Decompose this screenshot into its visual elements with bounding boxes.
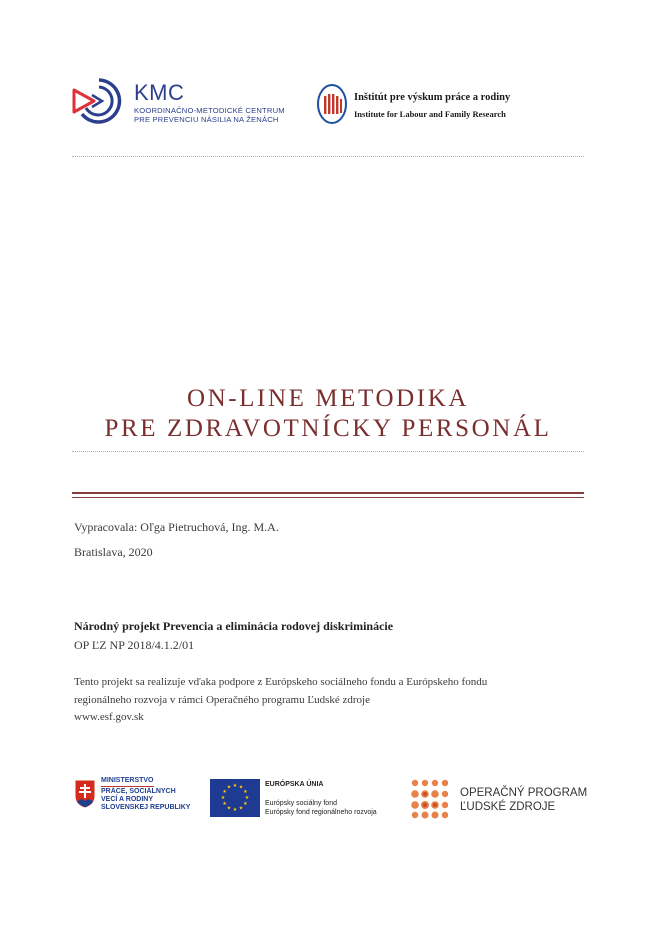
place-date: Bratislava, 2020 [74,545,153,559]
support-line1: Tento projekt sa realizuje vďaka podpore z Európskeho sociálneho fondu a Európskeho fondu [74,676,488,688]
svg-text:★: ★ [238,784,244,791]
ministry-line1: MINISTERSTVO [101,777,154,787]
op-line2: ĽUDSKÉ ZDROJE [460,801,556,813]
ivpr-emblem-icon [316,82,350,126]
svg-text:★: ★ [243,789,248,795]
slovak-coat-of-arms-icon [74,779,96,809]
header-divider [72,156,584,157]
svg-text:★: ★ [232,783,238,789]
project-name: Národný projekt Prevencia a eliminácia rodovej diskriminácie [74,619,394,633]
website-link[interactable]: www.esf.gov.sk [74,711,144,723]
document-title [72,384,584,444]
op-line1: OPERAČNÝ PROGRAM [460,787,588,799]
title-line2: PRE ZDRAVOTNÍCKY PERSONÁL [104,415,552,442]
kmc-logo [72,76,292,126]
project-code: OP ĽZ NP 2018/4.1.2/01 [74,638,195,652]
svg-text:★: ★ [243,801,248,807]
support-text [74,673,584,709]
ivpr-logo [316,82,516,128]
author-line: Vypracovala: Oľga Pietruchová, Ing. M.A. [74,520,279,534]
ministry-line3: VECÍ A RODINY [101,796,153,803]
svg-text:★: ★ [226,805,232,812]
kmc-subtitle-line2: PRE PREVENCIU NÁSILIA NA ŽENÁCH [134,115,279,124]
svg-text:★: ★ [220,795,226,801]
svg-text:★: ★ [222,789,227,795]
support-line2: regionálneho rozvoja v rámci Operačného programu Ľudské zdroje [74,694,370,706]
svg-text:★: ★ [244,795,250,801]
ministry-logo [74,777,204,823]
ministry-line2: PRÁCE, SOCIÁLNYCH [101,788,176,795]
title-divider [72,451,584,452]
svg-text:★: ★ [226,784,232,791]
eu-title: EURÓPSKA ÚNIA [265,781,324,788]
svg-text:★: ★ [238,805,244,812]
ministry-line4: SLOVENSKEJ REPUBLIKY [101,804,191,811]
eu-flag-icon [210,779,260,817]
svg-text:★: ★ [222,801,227,807]
eu-fund-esf: Európsky sociálny fond [265,800,337,807]
op-dots-icon [410,778,448,820]
eu-logo [210,779,390,821]
kmc-subtitle-line1: KOORDINAČNO-METODICKÉ CENTRUM [134,106,285,115]
svg-text:★: ★ [232,807,238,813]
ivpr-name-en: Institute for Labour and Family Research [354,109,506,119]
eu-fund-erdf: Európsky fond regionálneho rozvoja [265,809,377,816]
double-divider [72,492,584,498]
kmc-emblem-icon [72,76,126,126]
ivpr-name-sk: Inštitút pre výskum práce a rodiny [354,92,511,103]
kmc-title: KMC [134,80,185,105]
title-line1: ON-LINE METODIKA [186,385,470,412]
op-logo [410,778,590,822]
